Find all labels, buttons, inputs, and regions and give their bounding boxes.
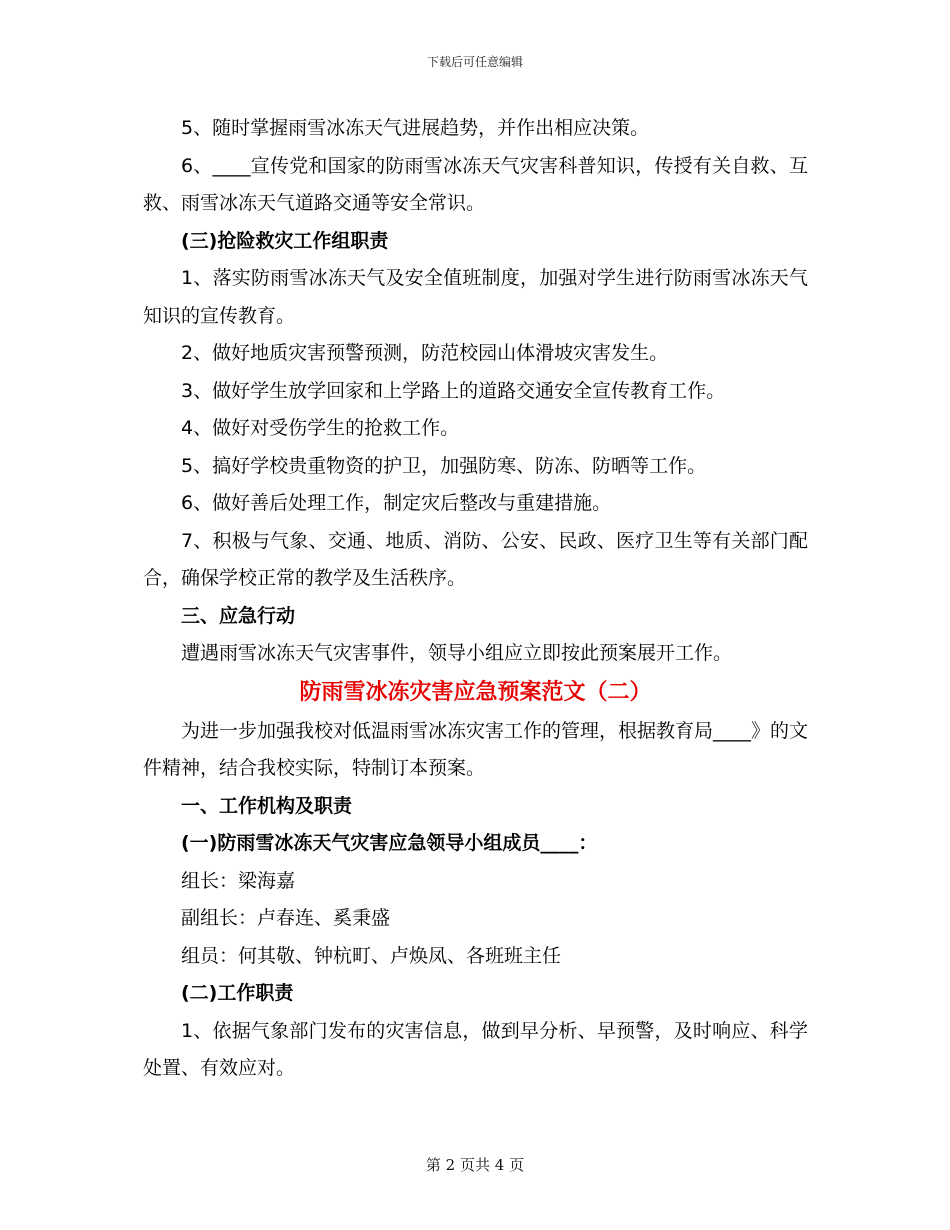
paragraph: 5、随时掌握雨雪冰冻天气进展趋势，并作出相应决策。 bbox=[181, 117, 650, 139]
paragraph: 1、落实防雨雪冰冻天气及安全值班制度，加强对学生进行防雨雪冰冻天气知识的宣传教育。 bbox=[143, 267, 808, 327]
document-body bbox=[143, 110, 808, 1088]
paragraph: 4、做好对受伤学生的抢救工作。 bbox=[181, 417, 460, 439]
section-title: 防雨雪冰冻灾害应急预案范文（二） bbox=[299, 679, 652, 705]
paragraph: 2、做好地质灾害预警预测，防范校园山体滑坡灾害发生。 bbox=[181, 342, 669, 364]
paragraph: 1、依据气象部门发布的灾害信息，做到早分析、早预警，及时响应、科学处置、有效应对。 bbox=[143, 1019, 808, 1079]
section-heading: 一、工作机构及职责 bbox=[181, 794, 353, 817]
paragraph: 6、做好善后处理工作，制定灾后整改与重建措施。 bbox=[181, 492, 612, 514]
paragraph: 副组长：卢春连、奚秉盛 bbox=[181, 907, 391, 929]
section-heading: (一)防雨雪冰冻天气灾害应急领导小组成员____： bbox=[181, 832, 598, 854]
paragraph: 为进一步加强我校对低温雨雪冰冻灾害工作的管理，根据教育局____》的文件精神，结合我校实际，特制订本预案。 bbox=[143, 719, 809, 779]
paragraph: 3、做好学生放学回家和上学路上的道路交通安全宣传教育工作。 bbox=[181, 379, 726, 402]
paragraph: 6、____宣传党和国家的防雨雪冰冻天气灾害科普知识，传授有关自救、互救、雨雪冰冻天气道路交通等安全常识。 bbox=[143, 154, 808, 214]
section-two-text bbox=[143, 713, 808, 1088]
paragraph: 组长：梁海嘉 bbox=[181, 869, 296, 892]
page-number: 第 2 页共 4 页 bbox=[425, 1156, 525, 1174]
section-one-text bbox=[143, 110, 808, 673]
section-heading: (三)抢险救灾工作组职责 bbox=[181, 229, 389, 252]
paragraph: 5、搞好学校贵重物资的护卫，加强防寒、防冻、防晒等工作。 bbox=[181, 454, 707, 477]
section-heading: (二)工作职责 bbox=[181, 982, 294, 1004]
paragraph: 7、积极与气象、交通、地质、消防、公安、民政、医疗卫生等有关部门配合，确保学校正常的教学及生活秩序。 bbox=[143, 529, 808, 589]
section-heading: 三、应急行动 bbox=[181, 604, 296, 627]
paragraph: 组员：何其敬、钟杭町、卢焕凤、各班班主任 bbox=[181, 944, 562, 967]
page-header: 下载后可任意编辑 bbox=[426, 55, 523, 69]
paragraph: 遭遇雨雪冰冻天气灾害事件，领导小组应立即按此预案展开工作。 bbox=[181, 642, 733, 664]
